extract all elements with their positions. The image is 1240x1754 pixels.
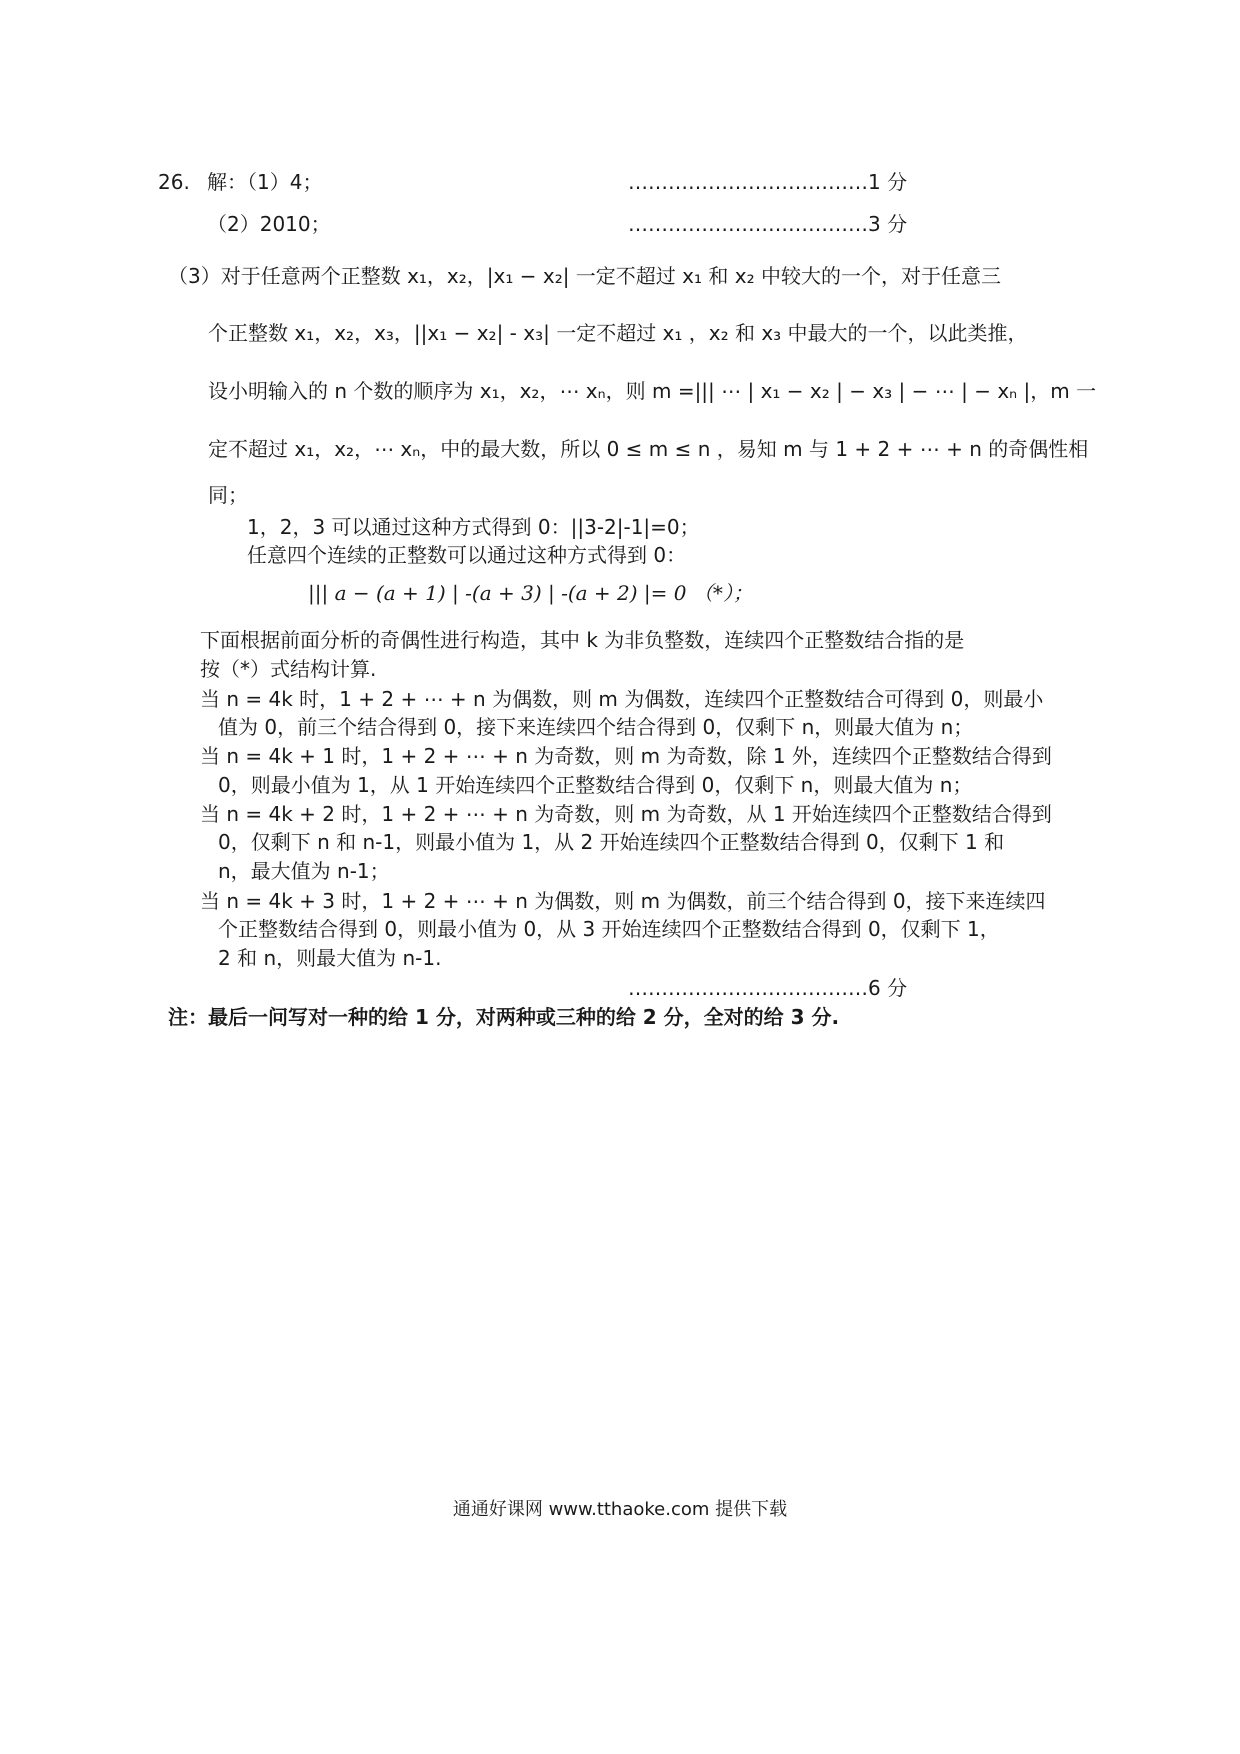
- part3-score: ………………………………6 分: [628, 976, 908, 1000]
- part2-score: ………………………………3 分: [628, 212, 908, 236]
- part1-answer: 解：（1）4；: [207, 170, 323, 194]
- page-footer: 通通好课网 www.tthaoke.com 提供下载: [452, 1499, 788, 1520]
- question-number: 26.: [158, 170, 190, 194]
- case-4k2-line-1: 当 n = 4k + 2 时，1 + 2 + ⋯ + n 为奇数，则 m 为奇数，从 1 开始连续四个正整数结合得到: [200, 802, 1052, 826]
- part3-construction-intro: 下面根据前面分析的奇偶性进行构造，其中 k 为非负整数，连续四个正整数结合指的是: [200, 628, 965, 652]
- part3-line-1: （3）对于任意两个正整数 x₁，x₂，|x₁ − x₂| 一定不超过 x₁ 和 x₂ 中较大的一个，对于任意三: [168, 264, 1001, 288]
- part3-line-4: 定不超过 x₁，x₂，⋯ xₙ，中的最大数，所以 0 ≤ m ≤ n ，易知 m 与 1 + 2 + ⋯ + n 的奇偶性相: [208, 437, 1089, 461]
- case-4k-line-1: 当 n = 4k 时，1 + 2 + ⋯ + n 为偶数，则 m 为偶数，连续四个正整数结合可得到 0，则最小: [200, 687, 1044, 711]
- case-4k-line-2: 值为 0，前三个结合得到 0，接下来连续四个结合得到 0，仅剩下 n，则最大值为 n；: [218, 715, 974, 739]
- part1-score: ………………………………1 分: [628, 170, 908, 194]
- part3-example-123: 1，2，3 可以通过这种方式得到 0：||3-2|-1|=0；: [247, 515, 700, 539]
- part3-line-3: 设小明输入的 n 个数的顺序为 x₁，x₂，⋯ xₙ，则 m =||| ⋯ | x₁ − x₂ | − x₃ | − ⋯ | − xₙ |，m 一: [208, 379, 1097, 403]
- case-4k3-line-3: 2 和 n，则最大值为 n-1.: [218, 946, 442, 970]
- star-formula: ||| a − (a + 1) | -(a + 3) | -(a + 2) |= 0 （*）；: [308, 581, 753, 605]
- part2-answer: （2）2010；: [207, 212, 331, 236]
- case-4k2-line-2: 0，仅剩下 n 和 n-1，则最小值为 1，从 2 开始连续四个正整数结合得到 0，仅剩下 1 和: [218, 830, 1005, 854]
- grading-note: 注：最后一问写对一种的给 1 分，对两种或三种的给 2 分，全对的给 3 分.: [168, 1005, 840, 1029]
- case-4k3-line-1: 当 n = 4k + 3 时，1 + 2 + ⋯ + n 为偶数，则 m 为偶数，前三个结合得到 0，接下来连续四: [200, 889, 1046, 913]
- part3-line-2: 个正整数 x₁，x₂，x₃，||x₁ − x₂| - x₃| 一定不超过 x₁ ，x₂ 和 x₃ 中最大的一个，以此类推，: [208, 321, 1028, 345]
- part3-construction-intro-2: 按（*）式结构计算.: [200, 657, 377, 681]
- case-4k2-line-3: n，最大值为 n-1；: [218, 859, 390, 883]
- part3-four-consecutive: 任意四个连续的正整数可以通过这种方式得到 0：: [247, 543, 687, 567]
- case-4k1-line-1: 当 n = 4k + 1 时，1 + 2 + ⋯ + n 为奇数，则 m 为奇数，除 1 外，连续四个正整数结合得到: [200, 744, 1052, 768]
- case-4k1-line-2: 0，则最小值为 1，从 1 开始连续四个正整数结合得到 0，仅剩下 n，则最大值为 n；: [218, 773, 973, 797]
- part3-line-5: 同；: [208, 483, 248, 507]
- case-4k3-line-2: 个正整数结合得到 0，则最小值为 0，从 3 开始连续四个正整数结合得到 0，仅剩下 1，: [218, 917, 1000, 941]
